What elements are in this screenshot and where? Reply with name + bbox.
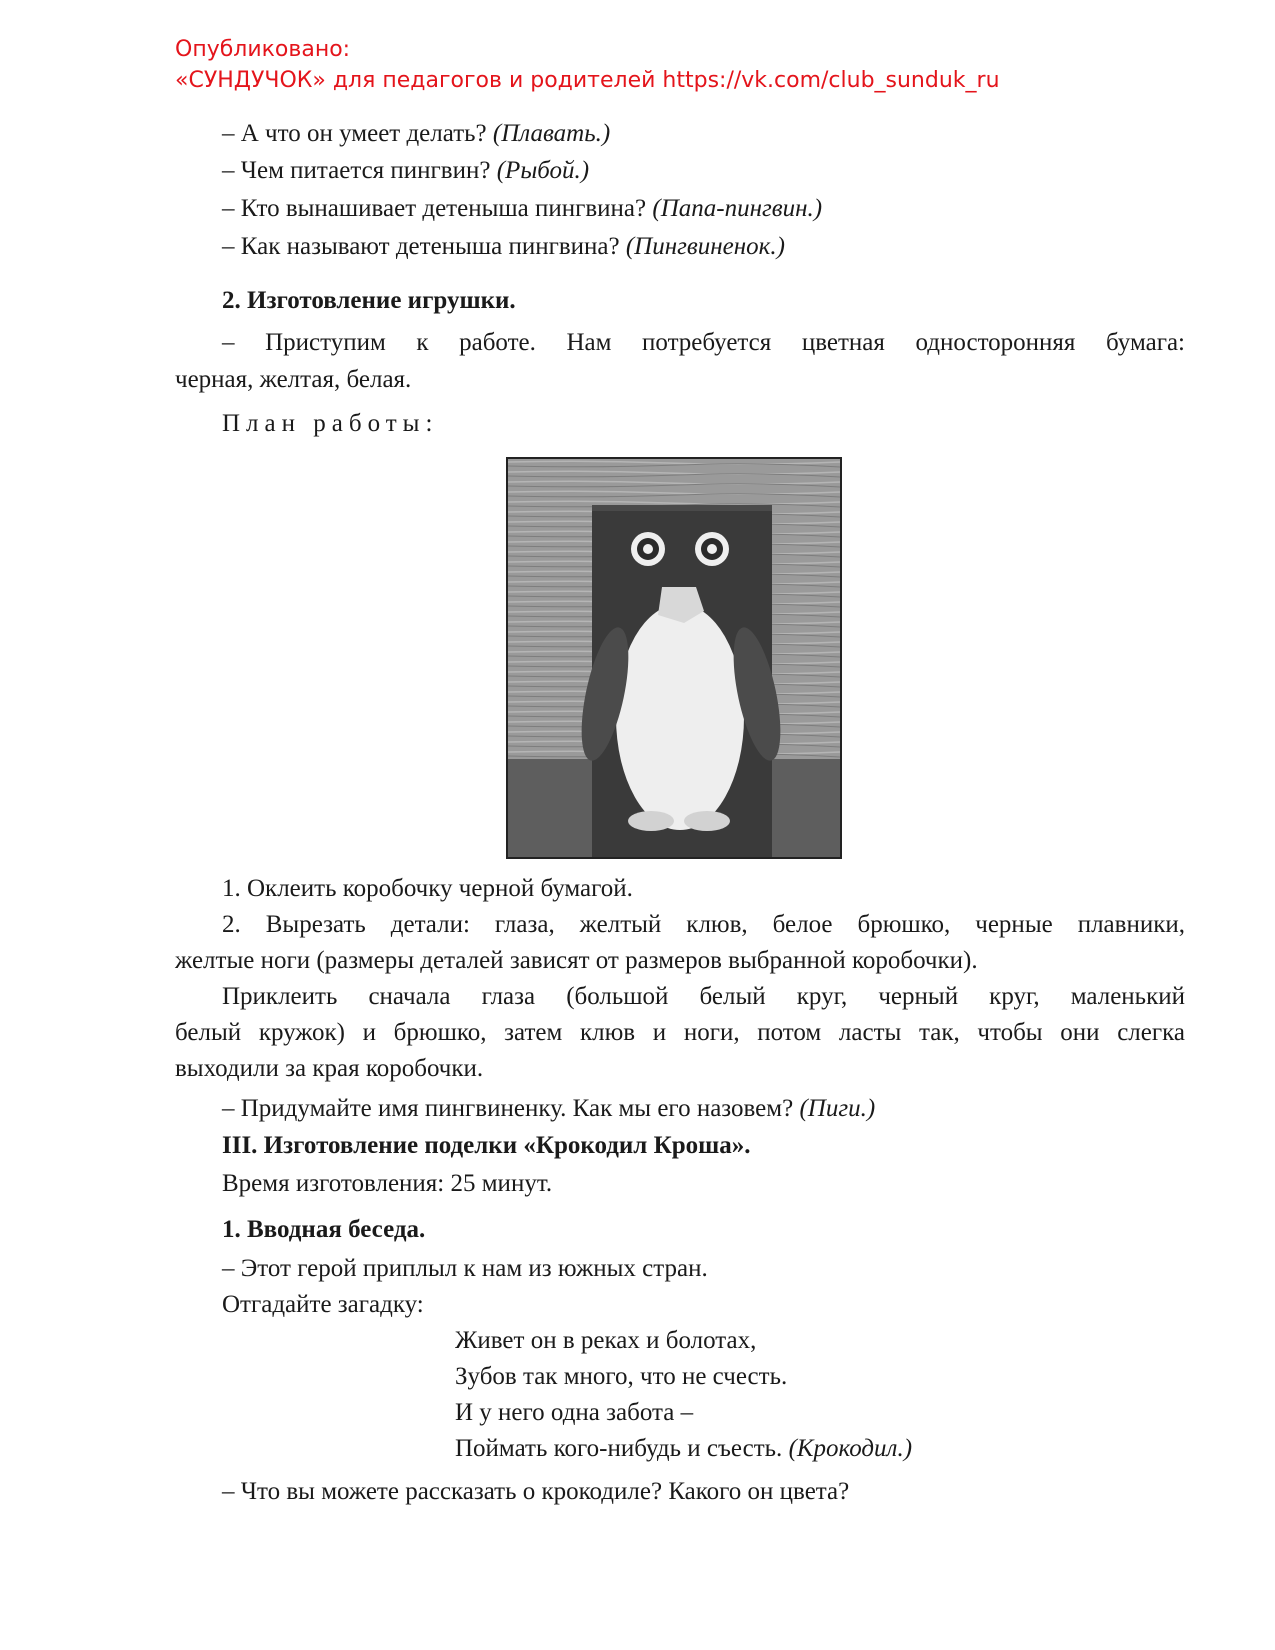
- paragraph-line: – Этот герой приплыл к нам из южных стран.: [222, 1255, 708, 1282]
- paragraph-line: – Что вы можете рассказать о крокодиле? Какого он цвета?: [222, 1478, 850, 1505]
- question-text: – А что он умеет делать?: [222, 120, 493, 147]
- dialog-line: [222, 229, 785, 265]
- answer-text: (Крокодил.): [788, 1435, 913, 1462]
- dialog-line: [222, 116, 610, 152]
- paragraph-line: – Приступим к работе. Нам потребуется цветная односторонняя бумага:: [222, 329, 1185, 356]
- question-text: – Придумайте имя пингвиненку. Как мы его назовем?: [222, 1095, 800, 1122]
- answer-text: (Папа-пингвин.): [652, 195, 823, 222]
- answer-text: (Пингвиненок.): [625, 233, 785, 260]
- penguin-photo-icon: [508, 459, 840, 857]
- published-label: Опубликовано:: [175, 37, 351, 62]
- subsection-heading: 1. Вводная беседа.: [222, 1216, 426, 1243]
- poem-line: [455, 1431, 912, 1467]
- step-line: 1. Оклеить коробочку черной бумагой.: [222, 875, 633, 902]
- source-link[interactable]: «СУНДУЧОК» для педагогов и родителей https://vk.com/club_sunduk_ru: [175, 68, 1000, 93]
- section-heading: 2. Изготовление игрушки.: [222, 287, 516, 314]
- paragraph-line: Приклеить сначала глаза (большой белый круг, черный круг, маленький: [222, 983, 1185, 1010]
- time-line: Время изготовления: 25 минут.: [222, 1170, 553, 1197]
- section-heading: III. Изготовление поделки «Крокодил Кроша».: [222, 1132, 751, 1159]
- dialog-line: [222, 191, 822, 227]
- poem-line: Зубов так много, что не счесть.: [455, 1363, 788, 1390]
- answer-text: (Рыбой.): [496, 157, 590, 184]
- question-text: – Чем питается пингвин?: [222, 157, 497, 184]
- plan-label: План работы:: [222, 410, 439, 437]
- dialog-line: [222, 1091, 875, 1127]
- riddle-label: Отгадайте загадку:: [222, 1291, 424, 1318]
- penguin-toy-photo: [506, 457, 842, 859]
- poem-text: Поймать кого-нибудь и съесть.: [455, 1435, 789, 1462]
- step-line: желтые ноги (размеры деталей зависят от размеров выбранной коробочки).: [175, 947, 978, 974]
- step-line: 2. Вырезать детали: глаза, желтый клюв, белое брюшко, черные плавники,: [222, 911, 1185, 938]
- dialog-line: [222, 153, 589, 189]
- question-text: – Как называют детеныша пингвина?: [222, 233, 626, 260]
- poem-line: И у него одна забота –: [455, 1399, 694, 1426]
- question-text: – Кто вынашивает детеныша пингвина?: [222, 195, 653, 222]
- paragraph-line: черная, желтая, белая.: [175, 366, 412, 393]
- answer-text: (Пиги.): [799, 1095, 876, 1122]
- answer-text: (Плавать.): [492, 120, 611, 147]
- paragraph-line: выходили за края коробочки.: [175, 1055, 484, 1082]
- paragraph-line: белый кружок) и брюшко, затем клюв и ноги, потом ласты так, чтобы они слегка: [175, 1019, 1185, 1046]
- poem-line: Живет он в реках и болотах,: [455, 1327, 757, 1354]
